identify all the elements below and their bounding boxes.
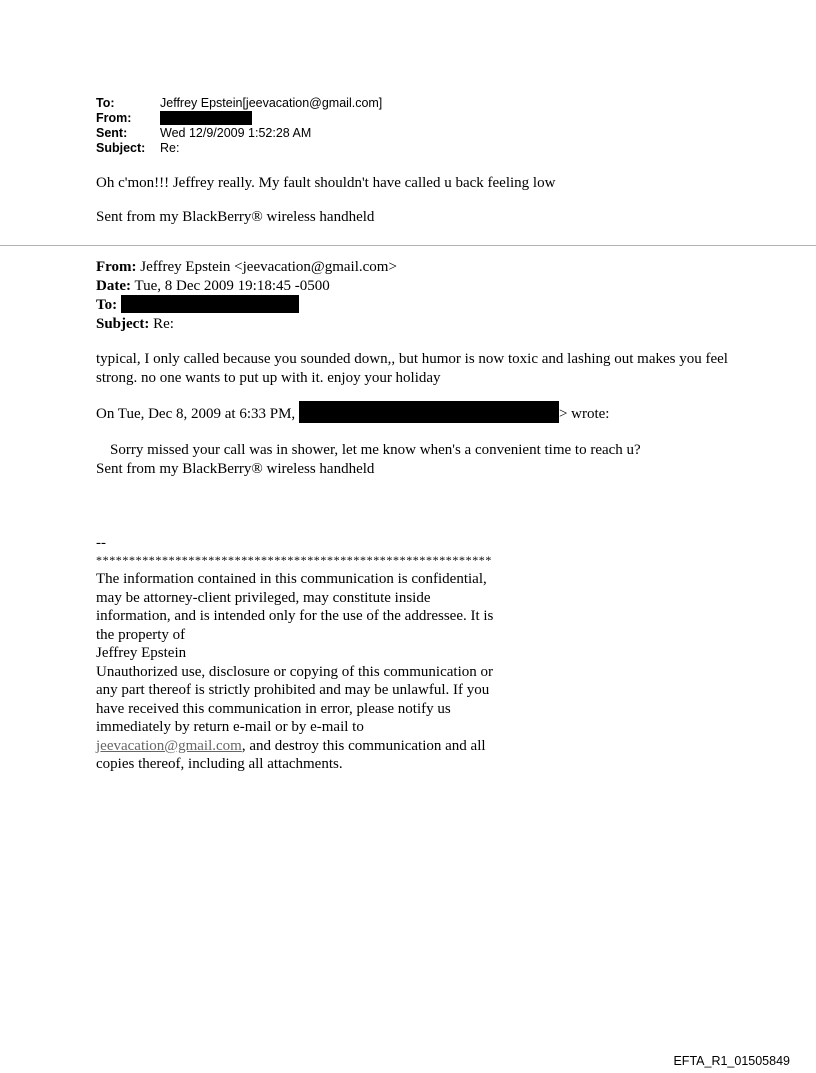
subject-label: Subject: bbox=[96, 141, 146, 155]
disclaimer-part-2-wrap bbox=[96, 663, 496, 774]
quoted-attribution bbox=[96, 401, 609, 424]
from-label: From: bbox=[96, 111, 132, 125]
to-value: Jeffrey Epstein[jeevacation@gmail.com] bbox=[160, 96, 383, 110]
quoted-subject-value: Re: bbox=[149, 315, 174, 332]
quoted-from-label: From: bbox=[96, 259, 137, 275]
quoted-to-label: To: bbox=[96, 297, 118, 313]
asterisk-line: ************************************************************ bbox=[96, 553, 492, 567]
subject-row bbox=[96, 141, 382, 156]
document-id: EFTA_R1_01505849 bbox=[673, 1054, 790, 1068]
redaction-box bbox=[299, 401, 559, 423]
attribution-prefix: On Tue, Dec 8, 2009 at 6:33 PM, bbox=[96, 406, 296, 422]
email-header bbox=[96, 96, 382, 156]
signature-separator: -- bbox=[96, 535, 106, 551]
quoted-header bbox=[96, 258, 397, 333]
disclaimer-part-2: Unauthorized use, disclosure or copying of this communication or any part thereof is strictly prohibited and may be unlawful. If you have received this communication in error, please notify us immediately by return e-mail or by e-mail to bbox=[96, 663, 493, 735]
quoted-from-value: Jeffrey Epstein <jeevacation@gmail.com> bbox=[136, 259, 397, 275]
redaction-box bbox=[160, 111, 252, 125]
confidentiality-disclaimer bbox=[96, 570, 496, 774]
inner-message-signature: Sent from my BlackBerry® wireless handheld bbox=[96, 460, 375, 477]
message-signature: Sent from my BlackBerry® wireless handheld bbox=[96, 209, 375, 225]
subject-value: Re: bbox=[160, 141, 180, 155]
quoted-date-row bbox=[96, 277, 397, 296]
message-body: Oh c'mon!!! Jeffrey really. My fault shouldn't have called u back feeling low bbox=[96, 175, 556, 191]
sent-value: Wed 12/9/2009 1:52:28 AM bbox=[160, 126, 312, 140]
sent-label: Sent: bbox=[96, 126, 128, 140]
sent-row bbox=[96, 126, 382, 141]
to-label: To: bbox=[96, 96, 115, 110]
quoted-to-row bbox=[96, 295, 397, 315]
quoted-subject-row bbox=[96, 315, 397, 334]
quoted-body: typical, I only called because you sounded down,, but humor is now toxic and lashing out makes you feel strong. no one wants to put up with it. enjoy your holiday bbox=[96, 351, 728, 386]
redaction-box bbox=[121, 295, 299, 313]
quoted-from-row bbox=[96, 258, 397, 277]
inner-message bbox=[96, 441, 641, 478]
attribution-suffix: > wrote: bbox=[558, 406, 610, 422]
to-row bbox=[96, 96, 382, 111]
disclaimer-part-3: , and destroy this communication and all copies thereof, including all attachments. bbox=[96, 737, 486, 772]
quoted-date-label: Date: bbox=[96, 277, 131, 294]
from-row bbox=[96, 111, 382, 126]
divider bbox=[0, 245, 816, 246]
email-link[interactable]: jeevacation@gmail.com bbox=[96, 737, 242, 754]
quoted-date-value: Tue, 8 Dec 2009 19:18:45 -0500 bbox=[130, 277, 330, 294]
disclaimer-owner: Jeffrey Epstein bbox=[96, 645, 187, 661]
inner-message-line: Sorry missed your call was in shower, let me know when's a convenient time to reach u? bbox=[110, 442, 641, 458]
quoted-subject-label: Subject: bbox=[96, 315, 150, 332]
disclaimer-part-1: The information contained in this communication is confidential, may be attorney-client privileged, may constitute inside information, and is intended only for the use of the addressee. It is the property of bbox=[96, 571, 494, 643]
